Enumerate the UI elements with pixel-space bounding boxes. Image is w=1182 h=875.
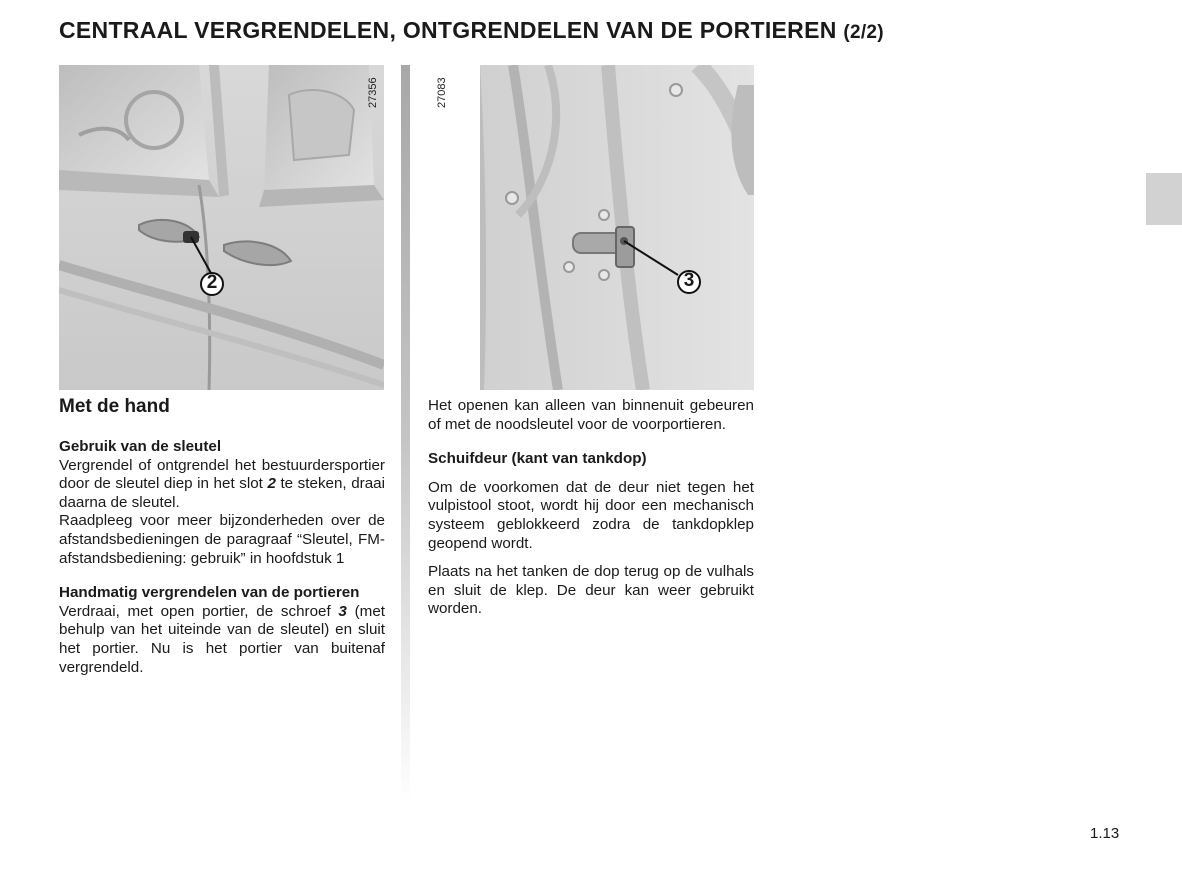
key-paragraph	[59, 457, 385, 513]
figure-door-handle	[59, 65, 384, 390]
key-text-2: te steken, draai daarna de sleutel.	[59, 475, 385, 511]
sliding-door-subheading: Schuifdeur (kant van tankdop)	[428, 450, 647, 468]
manual-paragraph	[59, 603, 385, 677]
key-reference-paragraph: Raadpleeg voor meer bijzonderheden over de afstandsbedieningen de paragraaf “Sleutel, FM-afstandsbediening: gebruik” in hoofdstuk 1	[59, 512, 385, 567]
callout-2: 2	[206, 272, 218, 293]
callout-3: 3	[683, 270, 695, 291]
manual-subheading: Handmatig vergrendelen van de portieren	[59, 584, 360, 602]
key-ref: 2	[267, 475, 276, 493]
section-heading: Met de hand	[59, 396, 170, 417]
manual-ref: 3	[338, 602, 347, 620]
opening-paragraph: Het openen kan alleen van binnenuit gebeuren of met de noodsleutel voor de voorportieren.	[428, 397, 754, 433]
door-lock-screw-illustration	[428, 65, 754, 390]
manual-text-2: (met behulp van het uiteinde van de sleutel) en sluit het portier. Nu is het portier van buitenaf vergrendeld.	[59, 602, 385, 676]
key-subheading: Gebruik van de sleutel	[59, 438, 222, 455]
figure-code-2: 27083	[436, 77, 448, 108]
page-number: 1.13	[1090, 825, 1120, 842]
left-column	[59, 395, 385, 677]
title-text: CENTRAAL VERGRENDELEN, ONTGRENDELEN VAN DE PORTIEREN	[59, 17, 837, 43]
key-text-1: Vergrendel of ontgrendel het bestuurdersportier door de sleutel diep in het slot	[59, 456, 385, 493]
title-part: (2/2)	[843, 22, 884, 43]
door-handle-illustration	[59, 65, 384, 390]
figure-code-1: 27356	[367, 77, 379, 108]
manual-text-1: Verdraai, met open portier, de schroef	[59, 602, 339, 620]
refuel-paragraph: Plaats na het tanken de dop terug op de vulhals en sluit de klep. De deur kan weer gebruikt worden.	[428, 563, 754, 618]
right-column	[428, 397, 754, 619]
chapter-tab	[1146, 173, 1182, 225]
sliding-door-paragraph: Om de voorkomen dat de deur niet tegen het vulpistool stoot, wordt hij door een mechanisch systeem geblokkeerd zodra de tankdopklep geopend wordt.	[428, 478, 754, 552]
column-divider	[401, 65, 410, 805]
page-title	[59, 17, 1059, 44]
figure-door-lock	[428, 65, 754, 390]
